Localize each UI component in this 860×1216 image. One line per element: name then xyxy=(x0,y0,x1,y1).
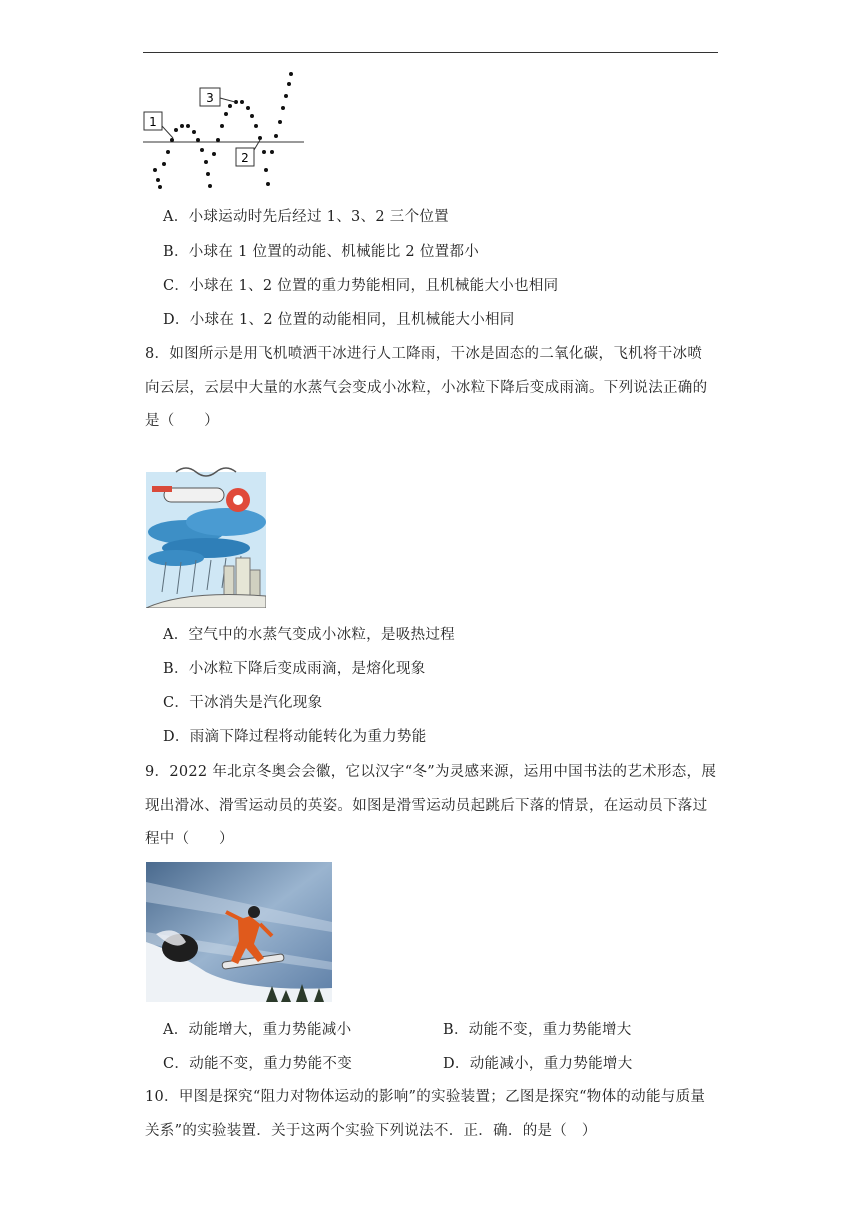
q10-stem-line1: 10．甲图是探究“阻力对物体运动的影响”的实验装置；乙图是探究“物体的动能与质量 xyxy=(145,1089,706,1105)
q7-option-b: B．小球在 1 位置的动能、机械能比 2 位置都小 xyxy=(163,244,480,260)
q8-stem-line2: 向云层，云层中大量的水蒸气会变成小冰粒，小冰粒下降后变成雨滴。下列说法正确的 xyxy=(145,380,708,396)
q7-option-a: A．小球运动时先后经过 1、3、2 三个位置 xyxy=(163,209,449,225)
q9-option-d: D．动能减小，重力势能增大 xyxy=(443,1056,633,1072)
q8-option-a: A．空气中的水蒸气变成小冰粒，是吸热过程 xyxy=(163,627,455,643)
label-2 xyxy=(236,140,260,166)
trajectory-dots xyxy=(153,72,293,189)
q9-option-b: B．动能不变，重力势能增大 xyxy=(443,1022,632,1038)
snowboarder-image xyxy=(146,862,332,1002)
q9-option-c: C．动能不变，重力势能不变 xyxy=(163,1056,352,1072)
q9-stem-line3: 程中（ ） xyxy=(145,831,234,847)
q9-stem-line1: 9．2022 年北京冬奥会会徽，它以汉字“冬”为灵感来源，运用中国书法的艺术形态，展 xyxy=(145,764,717,780)
label-2-text: 2 xyxy=(241,151,249,165)
bouncing-ball-figure xyxy=(140,68,310,194)
header-rule xyxy=(143,52,718,53)
q9-stem-line2: 现出滑冰、滑雪运动员的英姿。如图是滑雪运动员起跳后下落的情景，在运动员下落过 xyxy=(145,798,708,814)
cloud-seeding-image xyxy=(146,462,266,608)
label-1-text: 1 xyxy=(149,115,157,129)
label-3-text: 3 xyxy=(206,91,214,105)
q9-option-a: A．动能增大，重力势能减小 xyxy=(163,1022,352,1038)
q7-option-d: D．小球在 1、2 位置的动能相同，且机械能大小相同 xyxy=(163,312,515,328)
q8-option-d: D．雨滴下降过程将动能转化为重力势能 xyxy=(163,729,427,745)
label-1 xyxy=(144,112,173,138)
q8-stem-line1: 8．如图所示是用飞机喷洒干冰进行人工降雨，干冰是固态的二氧化碳，飞机将干冰喷 xyxy=(145,346,703,362)
q7-option-c: C．小球在 1、2 位置的重力势能相同，且机械能大小也相同 xyxy=(163,278,559,294)
q10-stem-line2: 关系”的实验装置．关于这两个实验下列说法不．正．确．的是（ ） xyxy=(145,1123,597,1139)
q8-option-b: B．小冰粒下降后变成雨滴，是熔化现象 xyxy=(163,661,426,677)
q8-stem-line3: 是（ ） xyxy=(145,413,219,429)
q8-option-c: C．干冰消失是汽化现象 xyxy=(163,695,323,711)
label-3 xyxy=(200,88,235,106)
